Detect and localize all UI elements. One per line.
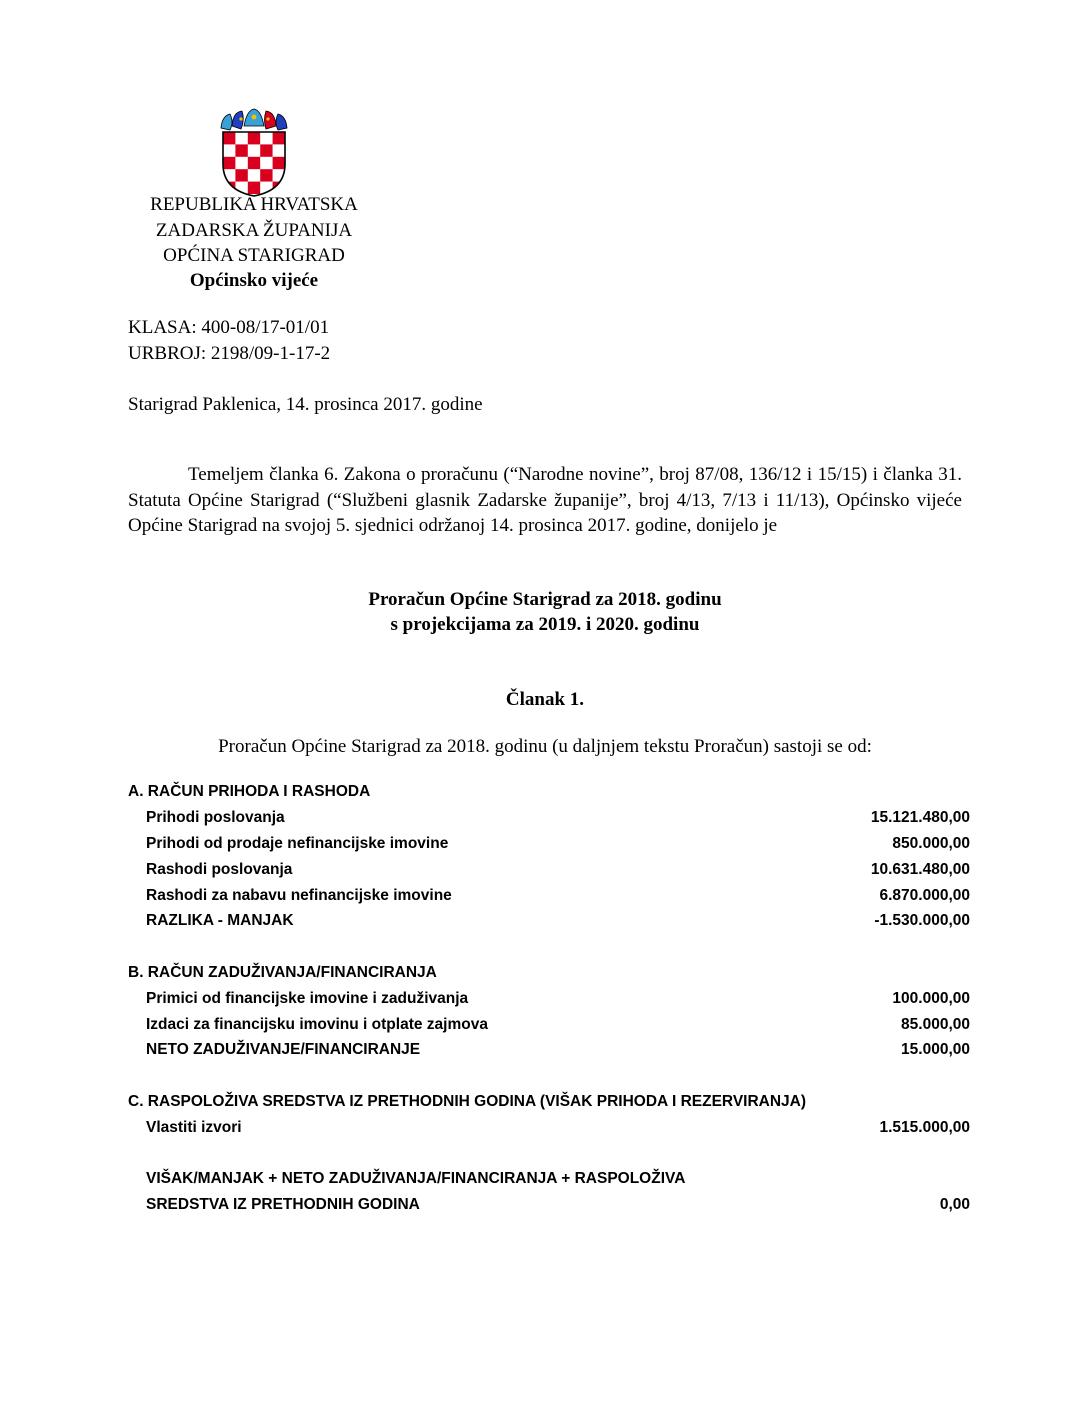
checker-square	[248, 144, 261, 157]
checker-square	[273, 132, 286, 145]
checker-square	[235, 169, 248, 182]
table-row	[128, 911, 970, 933]
section-a-title: A. RAČUN PRIHODA I RASHODA	[128, 783, 371, 800]
urbroj: URBROJ: 2198/09-1-17-2	[128, 343, 331, 364]
table-row	[128, 1118, 970, 1140]
checker-square	[248, 169, 261, 182]
checker-square	[273, 157, 286, 170]
article-heading: Članak 1.	[505, 689, 585, 710]
row-label: RAZLIKA - MANJAK	[146, 912, 294, 929]
row-label: Izdaci za financijsku imovinu i otplate zajmova	[146, 1016, 488, 1033]
checker-square	[248, 157, 261, 170]
table-row	[128, 808, 970, 830]
county-name: ZADARSKA ŽUPANIJA	[155, 220, 353, 241]
checker-square	[260, 169, 273, 182]
summary-line1: VIŠAK/MANJAK + NETO ZADUŽIVANJA/FINANCIRANJA + RASPOLOŽIVA	[146, 1170, 686, 1187]
place-date: Starigrad Paklenica, 14. prosinca 2017. godine	[128, 394, 483, 415]
section-c-title: C. RASPOLOŽIVA SREDSTVA IZ PRETHODNIH GODINA (VIŠAK PRIHODA I REZERVIRANJA)	[128, 1093, 807, 1110]
table-row	[128, 886, 970, 908]
row-label: Vlastiti izvori	[146, 1119, 242, 1136]
table-row	[128, 860, 970, 882]
row-label: NETO ZADUŽIVANJE/FINANCIRANJE	[146, 1041, 421, 1058]
checker-square	[235, 132, 248, 145]
table-row	[128, 989, 970, 1011]
row-label: Primici od financijske imovine i zaduživanja	[146, 990, 469, 1007]
coat-of-arms-icon	[216, 108, 292, 198]
row-value: 850.000,00	[892, 835, 970, 852]
intro-paragraph: Temeljem članka 6. Zakona o proračunu (“Narodne novine”, broj 87/08, 136/12 i 15/15) i članka 31. Statuta Općine Starigrad (“Službeni glasnik Zadarske županije”, broj 4/13, 7/13 i 11/13), Općinsko vijeće Općine Starigrad na svojoj 5. sjednici održanoj 14. prosinca 2017. godine, donijelo je	[128, 464, 962, 536]
row-value: 15.000,00	[901, 1041, 970, 1058]
checker-square	[273, 144, 286, 157]
row-value: 6.870.000,00	[879, 887, 970, 904]
country-name: REPUBLIKA HRVATSKA	[150, 194, 358, 215]
checker-square	[223, 144, 236, 157]
checker-square	[260, 132, 273, 145]
checker-square	[260, 144, 273, 157]
row-label: Prihodi od prodaje nefinancijske imovine	[146, 835, 449, 852]
summary-row	[128, 1195, 970, 1217]
row-value: 15.121.480,00	[870, 809, 970, 826]
summary-value: 0,00	[939, 1196, 970, 1213]
row-value: 1.515.000,00	[879, 1119, 970, 1136]
checker-square	[223, 157, 236, 170]
row-label: Prihodi poslovanja	[146, 809, 285, 826]
checker-square	[223, 132, 236, 145]
document-title-line2: s projekcijama za 2019. i 2020. godinu	[390, 614, 700, 635]
row-value: 100.000,00	[892, 990, 970, 1007]
summary-line2: SREDSTVA IZ PRETHODNIH GODINA	[146, 1196, 420, 1213]
table-row	[128, 1040, 970, 1062]
checker-square	[235, 144, 248, 157]
row-value: 85.000,00	[901, 1016, 970, 1033]
table-row	[128, 1015, 970, 1037]
municipality-name: OPĆINA STARIGRAD	[163, 245, 345, 266]
checker-square	[260, 157, 273, 170]
council-name: Općinsko vijeće	[189, 270, 319, 291]
row-value: -1.530.000,00	[874, 912, 970, 929]
section-b-title: B. RAČUN ZADUŽIVANJA/FINANCIRANJA	[128, 964, 437, 981]
klasa: KLASA: 400-08/17-01/01	[128, 317, 330, 338]
row-label: Rashodi poslovanja	[146, 861, 293, 878]
table-row	[128, 834, 970, 856]
checker-square	[235, 157, 248, 170]
article-text: Proračun Općine Starigrad za 2018. godinu (u daljnjem tekstu Proračun) sastoji se od:	[218, 736, 872, 757]
row-label: Rashodi za nabavu nefinancijske imovine	[146, 887, 452, 904]
document-title-line1: Proračun Općine Starigrad za 2018. godinu	[368, 589, 722, 610]
row-value: 10.631.480,00	[870, 861, 970, 878]
checker-square	[248, 132, 261, 145]
